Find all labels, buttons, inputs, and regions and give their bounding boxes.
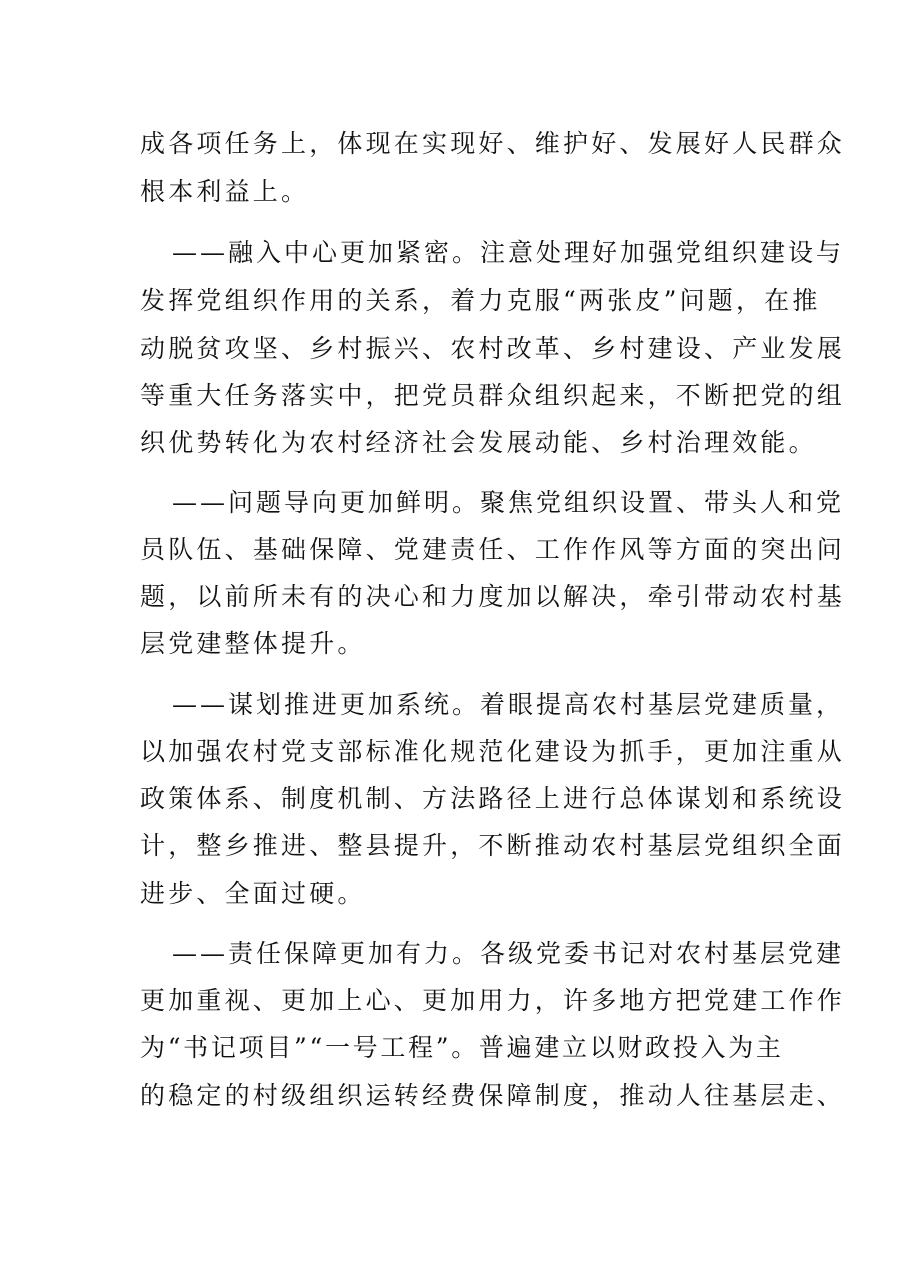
paragraph-4-line-5: 进步、全面过硬。 (140, 879, 366, 908)
paragraph-4-line-4: 计，整乡推进、整县提升，不断推动农村基层党组织全面 (140, 831, 846, 860)
paragraph-3-line-4: 层党建整体提升。 (140, 629, 366, 658)
paragraph-3-line-3: 题，以前所未有的决心和力度加以解决，牵引带动农村基 (140, 582, 846, 611)
paragraph-5-line-4: 的稳定的村级组织运转经费保障制度，推动人往基层走、 (140, 1081, 846, 1110)
paragraph-4-line-3: 政策体系、制度机制、方法路径上进行总体谋划和系统设 (140, 784, 846, 813)
paragraph-5-line-1: ——责任保障更加有力。各级党委书记对农村基层党建 (172, 939, 845, 968)
paragraph-2-line-5: 织优势转化为农村经济社会发展动能、乡村治理效能。 (140, 428, 817, 457)
paragraph-3-line-2: 员队伍、基础保障、党建责任、工作作风等方面的突出问 (140, 535, 846, 564)
paragraph-5-line-2: 更加重视、更加上心、更加用力，许多地方把党建工作作 (140, 986, 846, 1015)
paragraph-4-line-1: ——谋划推进更加系统。着眼提高农村基层党建质量， (172, 690, 845, 719)
paragraph-3-line-1: ——问题导向更加鲜明。聚焦党组织设置、带头人和党 (172, 488, 845, 517)
paragraph-4-line-2: 以加强农村党支部标准化规范化建设为抓手，更加注重从 (140, 737, 846, 766)
paragraph-2-line-1: ——融入中心更加紧密。注意处理好加强党组织建设与 (172, 238, 845, 267)
paragraph-1-line-2: 根本利益上。 (140, 177, 310, 206)
paragraph-2-line-3: 动脱贫攻坚、乡村振兴、农村改革、乡村建设、产业发展 (140, 334, 846, 363)
paragraph-2-line-2: 发挥党组织作用的关系，着力克服“两张皮”问题，在推 (140, 286, 821, 315)
paragraph-5-line-3: 为“书记项目”“一号工程”。普遍建立以财政投入为主 (140, 1033, 784, 1062)
paragraph-1-line-1: 成各项任务上，体现在实现好、维护好、发展好人民群众 (140, 129, 846, 158)
paragraph-2-line-4: 等重大任务落实中，把党员群众组织起来，不断把党的组 (140, 381, 846, 410)
